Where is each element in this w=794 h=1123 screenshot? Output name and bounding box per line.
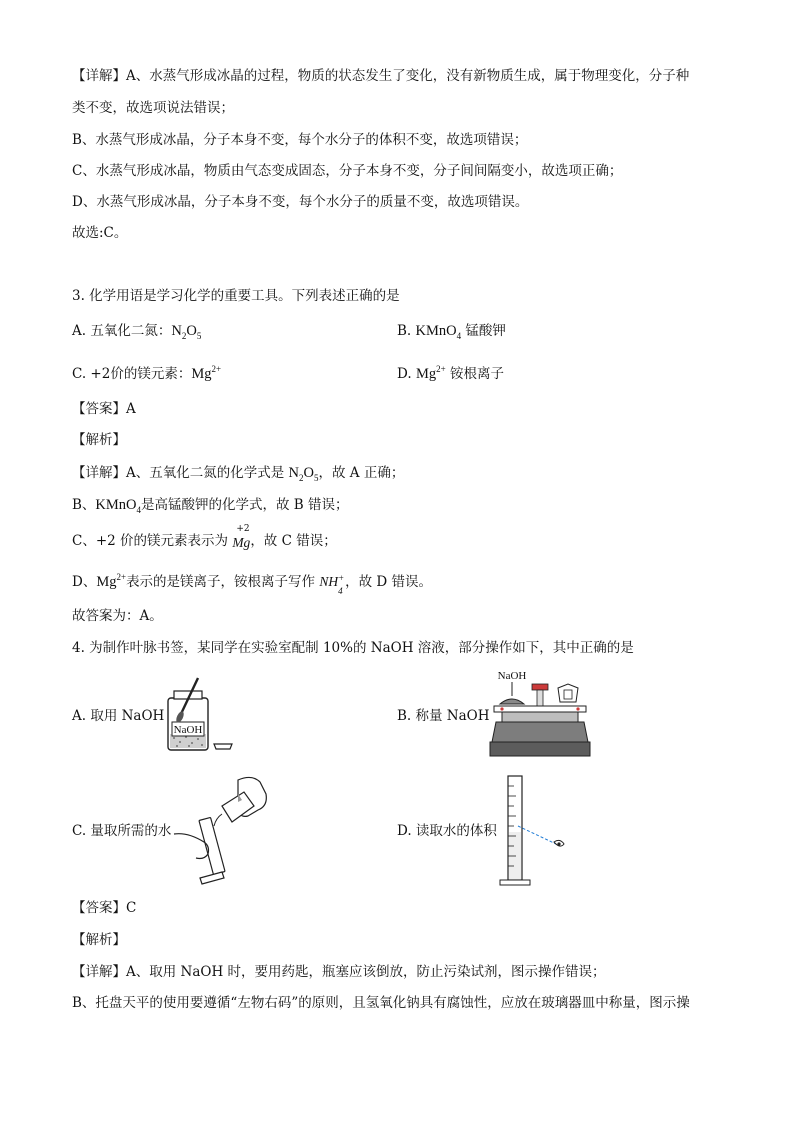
q4-analysis: 【解析】 — [72, 932, 126, 948]
sight-line — [518, 826, 556, 844]
bottle-label: NaOH — [173, 724, 203, 736]
graduated-cylinder-c — [199, 817, 225, 874]
q2-line-b: B、水蒸气形成冰晶，分子本身不变，每个水分子的体积不变，故选项错误； — [72, 132, 528, 148]
balance-label: NaOH — [497, 670, 527, 682]
pouring-water-figure — [172, 770, 276, 888]
cylinder-base-c — [200, 872, 224, 884]
q3-detail-d: D、$Mg^{2+}$表示的是镁离子，铵根离子写作 NH + 4 ，故 D 错误。 — [72, 572, 433, 596]
q3-stem: 3. 化学用语是学习化学的重要工具。下列表述正确的是 — [72, 288, 400, 304]
q2-line-c: C、水蒸气形成冰晶，物质由气态变成固态，分子本身不变，分子间间隔变小，故选项正确； — [72, 163, 623, 179]
q4-option-d: D. 读取水的体积 — [397, 823, 497, 839]
balance-beam — [494, 706, 586, 712]
balance-top-weight — [532, 684, 548, 690]
q3-answer: 【答案】A — [72, 401, 136, 417]
balance-base-lower — [490, 742, 590, 756]
q3-option-b: B. KMnO$_4$ 锰酸钾 — [397, 323, 506, 341]
eye-pupil — [557, 842, 560, 845]
q4-option-a: A. 取用 NaOH — [72, 708, 165, 724]
q4-detail-b: B、托盘天平的使用要遵循“左物右码”的原则，且氢氧化钠具有腐蚀性，应放在玻璃器皿中称量，图示操 — [72, 995, 690, 1011]
reagent-bottle-figure — [160, 676, 236, 754]
water-stream — [214, 814, 222, 826]
beam-mark-left — [500, 707, 503, 710]
naoh-pile — [500, 699, 524, 704]
q3-detail-a: 【详解】A、五氧化二氮的化学式是 $N_2O_5$，故 A 正确； — [72, 465, 405, 483]
q3-conclusion: 故答案为：A。 — [72, 608, 163, 624]
q2-detail-line2: 类不变，故选项说法错误； — [72, 100, 234, 116]
q3-detail-c: C、+2 价的镁元素表示为 +2 Mg，故 C 错误； — [72, 524, 337, 550]
cylinder-water — [509, 832, 521, 879]
q3-option-a: A. 五氧化二氮：$N_2O_5$ — [72, 323, 202, 341]
q2-detail-line1: 【详解】A、水蒸气形成冰晶的过程，物质的状态发生了变化，没有新物质生成，属于物理变化，分子种 — [72, 68, 690, 84]
q2-line-d: D、水蒸气形成冰晶，分子本身不变，每个水分子的质量不变，故选项错误。 — [72, 194, 529, 210]
q4-option-b: B. 称量 NaOH — [397, 708, 490, 724]
q4-detail-a: 【详解】A、取用 NaOH 时，要用药匙，瓶塞应该倒放，防止污染试剂，图示操作错误； — [72, 964, 606, 980]
q3-analysis: 【解析】 — [72, 432, 126, 448]
q3-option-d: D. $Mg^{2+}$ 铵根离子 — [397, 364, 504, 382]
q4-answer: 【答案】C — [72, 900, 137, 916]
bottle-stopper — [214, 744, 232, 749]
q2-conclusion: 故选:C。 — [72, 225, 128, 241]
q3-detail-b: B、KMnO$_4$是高锰酸钾的化学式，故 B 错误； — [72, 497, 349, 515]
reading-volume-figure — [498, 772, 574, 888]
balance-figure — [488, 666, 592, 762]
beam-mark-right — [576, 707, 579, 710]
cylinder-base-d — [500, 880, 530, 885]
q4-option-c: C. 量取所需的水 — [72, 823, 172, 839]
weight-block — [564, 690, 572, 699]
q4-stem: 4. 为制作叶脉书签，某同学在实验室配制 10%的 NaOH 溶液，部分操作如下，其中正确的是 — [72, 640, 634, 656]
balance-base-upper — [492, 722, 588, 742]
balance-plate — [502, 712, 578, 722]
q3-option-c: C. +2价的镁元素：$Mg^{2+}$ — [72, 364, 222, 382]
